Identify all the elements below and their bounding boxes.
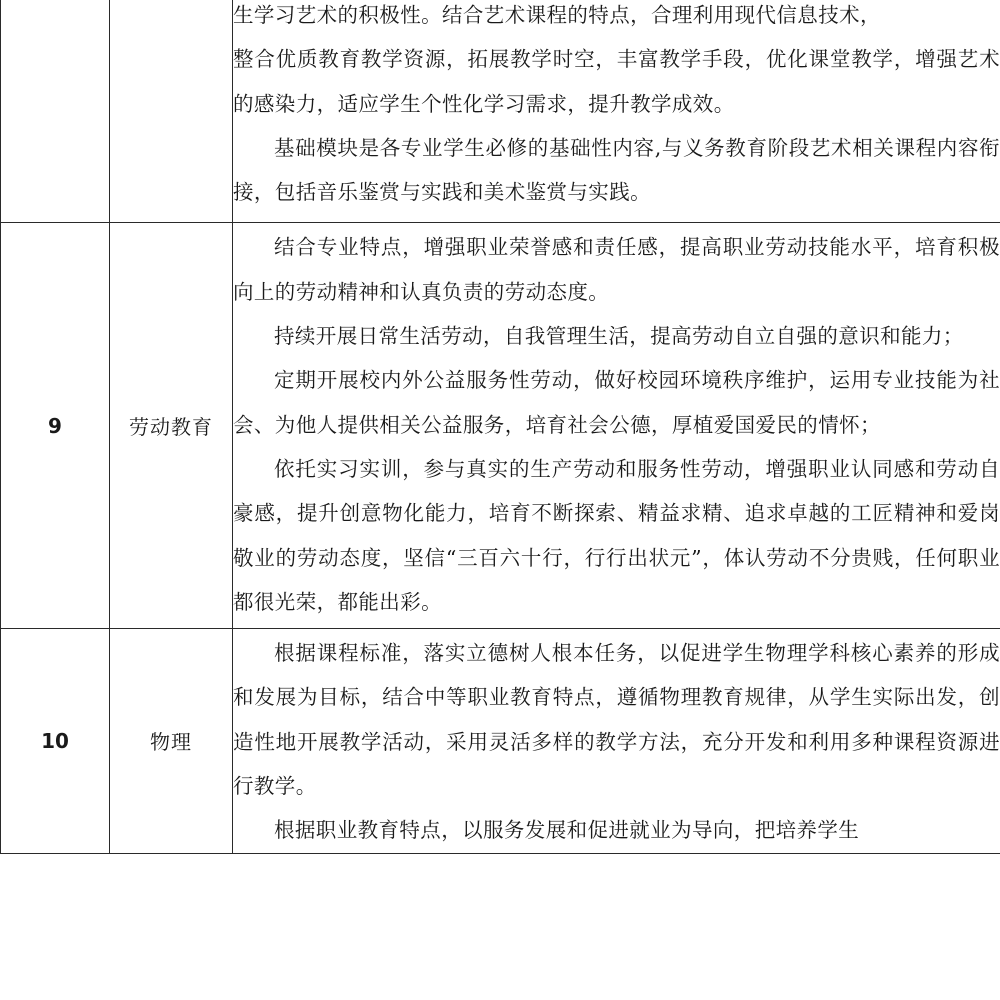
course-name-cell: 劳动教育 (110, 223, 233, 629)
course-content-cell (233, 629, 1000, 853)
table-row-physics (1, 629, 1000, 853)
content-paragraph: 根据课程标准，落实立德树人根本任务，以促进学生物理学科核心素养的形成和发展为目标，结合中等职业教育特点，遵循物理教育规律，从学生实际出发，创造性地开展教学活动，采用灵活多样的教学方法，充分开发和利用多种课程资源进行教学。 (233, 641, 1000, 799)
content-paragraph: 根据职业教育特点，以服务发展和促进就业为导向，把培养学生 (274, 818, 860, 843)
content-paragraph: 基础模块是各专业学生必修的基础性内容,与义务教育阶段艺术相关课程内容衔接，包括音乐鉴赏与实践和美术鉴赏与实践。 (233, 135, 1000, 205)
content-paragraph: 定期开展校内外公益服务性劳动，做好校园环境秩序维护，运用专业技能为社会、为他人提供相关公益服务，培育社会公德，厚植爱国爱民的情怀； (233, 368, 1000, 437)
content-paragraph: 整合优质教育教学资源，拓展教学时空，丰富教学手段，优化课堂教学，增强艺术的感染力，适应学生个性化学习需求，提升教学成效。 (233, 47, 1000, 116)
content-paragraph: 依托实习实训，参与真实的生产劳动和服务性劳动，增强职业认同感和劳动自豪感，提升创意物化能力，培育不断探索、精益求精、追求卓越的工匠精神和爱岗敬业的劳动态度，坚信“三百六十行，行行出状元”，体认劳动不分贵贱，任何职业都很光荣，都能出彩。 (233, 456, 1000, 614)
row-number-cell: 9 (1, 223, 110, 629)
content-paragraph: 结合专业特点，增强职业荣誉感和责任感，提高职业劳动技能水平，培育积极向上的劳动精神和认真负责的劳动态度。 (233, 235, 1000, 304)
row-number-cell (1, 0, 110, 223)
table-row-labor-education (1, 223, 1000, 629)
course-content-cell (233, 223, 1000, 629)
course-content-cell (233, 0, 1000, 223)
content-paragraph: 生学习艺术的积极性。结合艺术课程的特点，合理利用现代信息技术， (233, 3, 881, 27)
course-name-cell: 物理 (110, 629, 233, 853)
course-name-cell (110, 0, 233, 223)
content-paragraph: 持续开展日常生活劳动，自我管理生活，提高劳动自立自强的意识和能力； (274, 324, 964, 349)
row-number-cell: 10 (1, 629, 110, 853)
table-row-art (1, 0, 1000, 223)
